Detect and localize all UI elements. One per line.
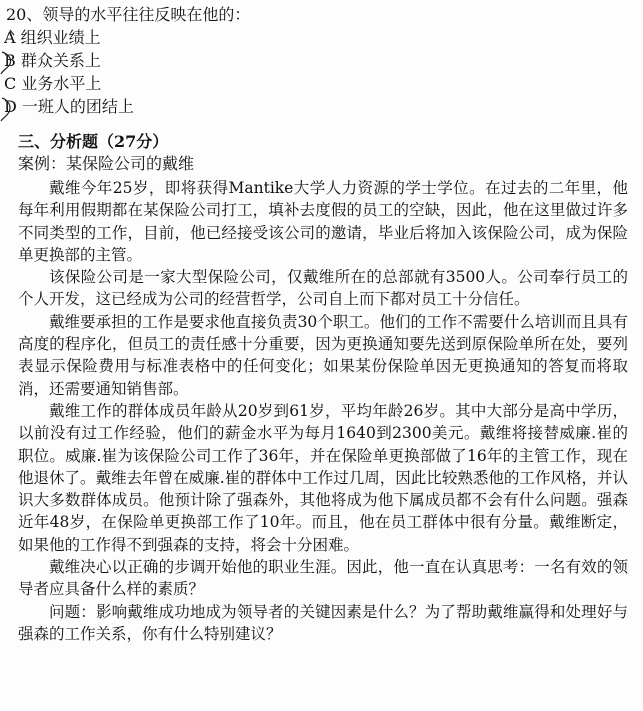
- option-b: B 群众关系上: [4, 51, 101, 70]
- case-question: 问题：影响戴维成功地成为领导者的关键因素是什么？为了帮助戴维赢得和处理好与强森的工作关系，你有什么特别建议？: [18, 602, 628, 643]
- option-a: A 组织业绩上: [4, 28, 101, 47]
- answer-options: [4, 26, 134, 118]
- section-title: 三、分析题（27分）: [18, 132, 169, 151]
- case-body: [18, 177, 628, 645]
- case-paragraph-2: 该保险公司是一家大型保险公司，仅戴维所在的总部就有3500人。公司奉行员工的个人开发，这已经成为公司的经营哲学，公司自上而下都对员工十分信任。: [18, 268, 628, 309]
- case-paragraph-1: 戴维今年25岁，即将获得Mantike大学人力资源的学士学位。在过去的二年里，他每年利用假期都在某保险公司打工，填补去度假的员工的空缺，因此，他在这里做过许多不同类型的工作，目前，他已经接受该公司的邀请，毕业后将加入该保险公司，成为保险单更换部的主管。: [18, 179, 628, 264]
- option-d: D 一班人的团结上: [4, 97, 134, 116]
- case-paragraph-4: 戴维工作的群体成员年龄从20岁到61岁，平均年龄26岁。其中大部分是高中学历，以前没有过工作经验，他们的薪金水平为每月1640到2300美元。戴维将接替威廉.崔的职位。威廉.崔为该保险公司工作了36年，并在保险单更换部做了16年的主管工作，现在他退休了。戴维去年曾在威廉.崔的群体中工作过几周，因此比较熟悉他的工作风格，并认识大多数群体成员。他预计除了强森外，其他将成为他下属成员都不会有什么问题。强森近年48岁，在保险单更换部工作了10年。而且，他在员工群体中很有分量。戴维断定，如果他的工作得不到强森的支持，将会十分困难。: [18, 401, 628, 554]
- case-paragraph-3: 戴维要承担的工作是要求他直接负责30个职工。他们的工作不需要什么培训而且具有高度的程序化，但员工的责任感十分重要，因为更换通知要先送到原保险单所在处，要列表显示保险费用与标准表格中的任何变化；如果某份保险单因无更换通知的答复而将取消，还需要通知销售部。: [18, 312, 628, 398]
- option-c: C 业务水平上: [4, 74, 102, 93]
- question-title: 20、领导的水平往往反映在他的：: [6, 5, 251, 24]
- case-title: 案例：某保险公司的戴维: [18, 154, 195, 173]
- case-paragraph-5: 戴维决心以正确的步调开始他的职业生涯。因此，他一直在认真思考：一名有效的领导者应具备什么样的素质？: [18, 558, 628, 599]
